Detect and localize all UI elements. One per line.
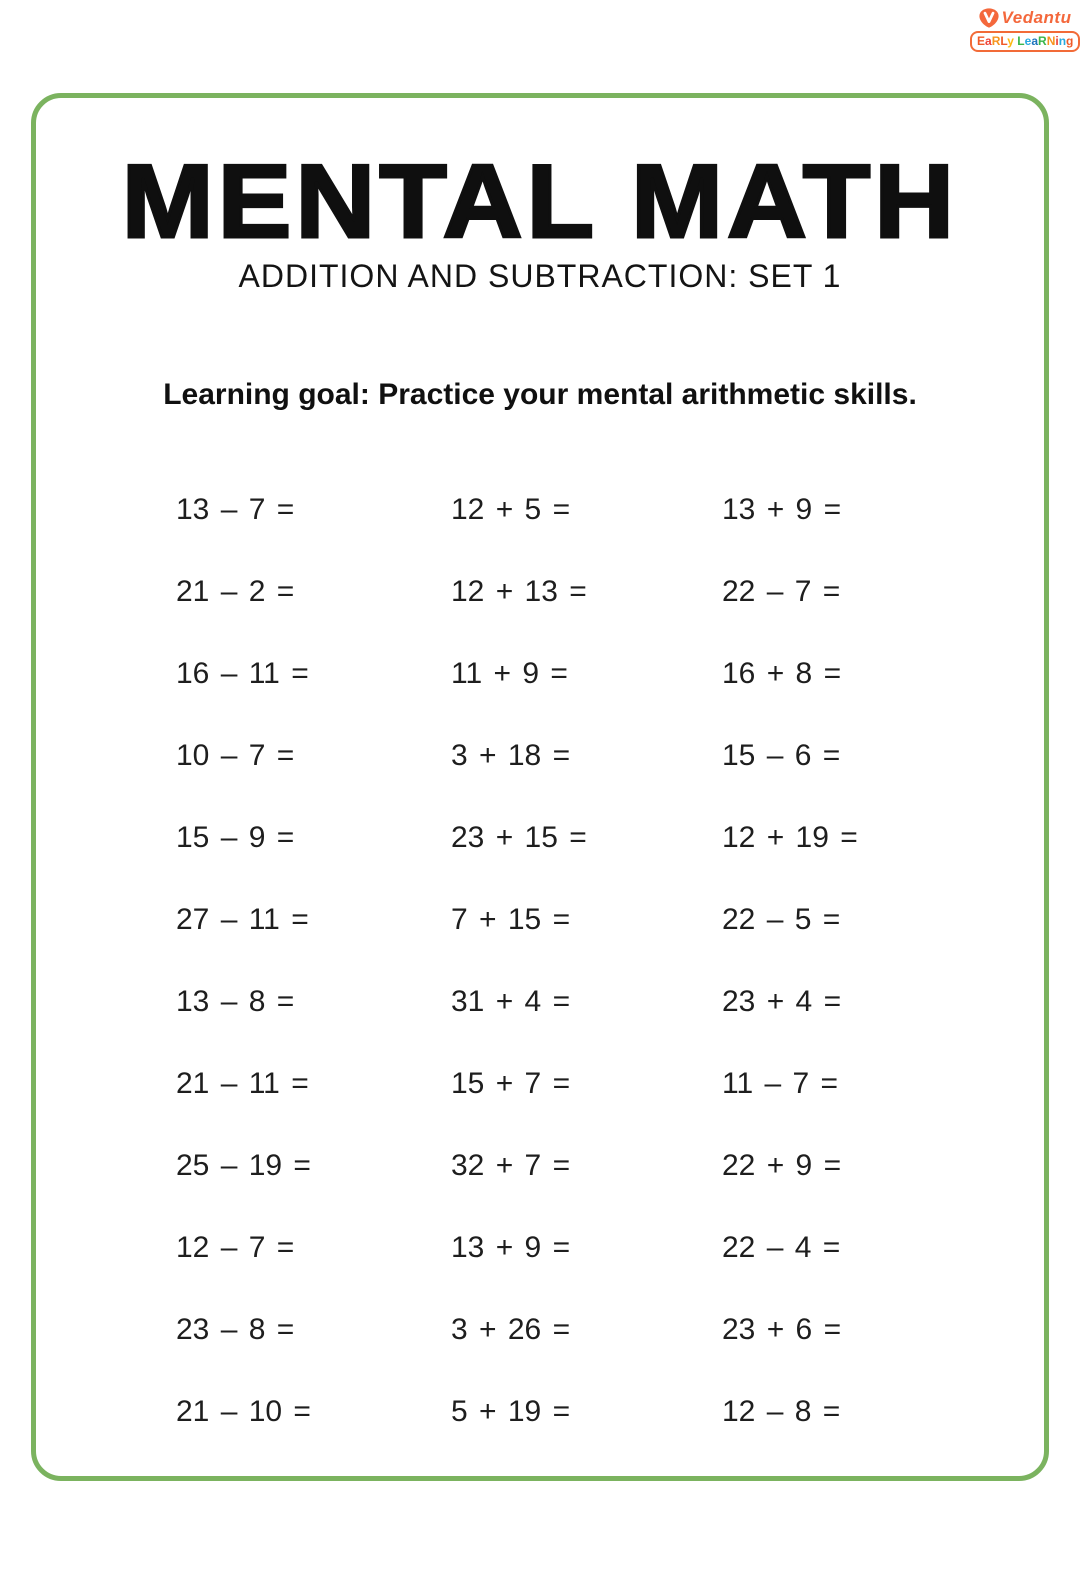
tagline-letter: n <box>1058 34 1067 48</box>
problem: 21 – 11 = <box>176 1067 309 1100</box>
problem: 15 – 9 = <box>176 821 295 854</box>
problem: 22 – 4 = <box>722 1231 841 1264</box>
problem: 23 – 8 = <box>176 1313 295 1346</box>
vedantu-logo-top <box>970 8 1080 28</box>
problem: 25 – 19 = <box>176 1149 311 1182</box>
worksheet-subtitle: ADDITION AND SUBTRACTION: SET 1 <box>238 258 842 294</box>
tagline-letter: L <box>1000 34 1008 48</box>
problem: 11 + 9 = <box>451 657 568 690</box>
problem: 13 + 9 = <box>451 1231 571 1264</box>
tagline-letter: L <box>1017 34 1025 48</box>
problem: 13 – 8 = <box>176 985 295 1018</box>
tagline-letter: R <box>991 34 1001 48</box>
tagline-letter: e <box>1024 34 1032 48</box>
problem: 16 – 11 = <box>176 657 309 690</box>
early-learning-badge <box>970 31 1080 52</box>
problem: 16 + 8 = <box>722 657 842 690</box>
problem: 11 – 7 = <box>722 1067 839 1100</box>
problems-grid <box>36 469 1046 1453</box>
tagline-letter: N <box>1046 34 1056 48</box>
problem: 12 – 8 = <box>722 1395 841 1428</box>
tagline-letter: i <box>1055 34 1059 48</box>
problem: 12 + 19 = <box>722 821 858 854</box>
tagline-letter: y <box>1007 34 1014 48</box>
problem: 15 – 6 = <box>722 739 841 772</box>
problem: 22 – 5 = <box>722 903 841 936</box>
tagline-letter: E <box>977 34 986 48</box>
problem: 5 + 19 = <box>451 1395 571 1428</box>
tagline-letter: R <box>1038 34 1047 48</box>
problem: 12 – 7 = <box>176 1231 295 1264</box>
brand-name: Vedantu <box>1001 8 1072 27</box>
tagline-letter: a <box>985 34 992 48</box>
problem: 23 + 4 = <box>722 985 842 1018</box>
worksheet-title: MENTAL MATH <box>121 144 959 260</box>
problem: 21 – 2 = <box>176 575 295 608</box>
problem: 22 + 9 = <box>722 1149 842 1182</box>
problem: 13 + 9 = <box>722 493 842 526</box>
problem: 23 + 6 = <box>722 1313 842 1346</box>
problem: 3 + 18 = <box>451 739 571 772</box>
problem: 15 + 7 = <box>451 1067 571 1100</box>
tagline-letter: g <box>1066 34 1074 48</box>
problem: 31 + 4 = <box>451 985 571 1018</box>
vedantu-v-icon <box>979 8 999 28</box>
problem: 10 – 7 = <box>176 739 295 772</box>
problem: 12 + 5 = <box>451 493 571 526</box>
learning-goal: Learning goal: Practice your mental arithmetic skills. <box>163 378 917 411</box>
problem: 7 + 15 = <box>451 903 571 936</box>
problem: 13 – 7 = <box>176 493 295 526</box>
problem: 23 + 15 = <box>451 821 587 854</box>
problem: 12 + 13 = <box>451 575 587 608</box>
problem: 21 – 10 = <box>176 1395 311 1428</box>
tagline-letter: a <box>1031 34 1039 48</box>
problem: 3 + 26 = <box>451 1313 571 1346</box>
vedantu-logo <box>970 8 1080 52</box>
problem: 32 + 7 = <box>451 1149 571 1182</box>
problem: 22 – 7 = <box>722 575 841 608</box>
problem: 27 – 11 = <box>176 903 309 936</box>
